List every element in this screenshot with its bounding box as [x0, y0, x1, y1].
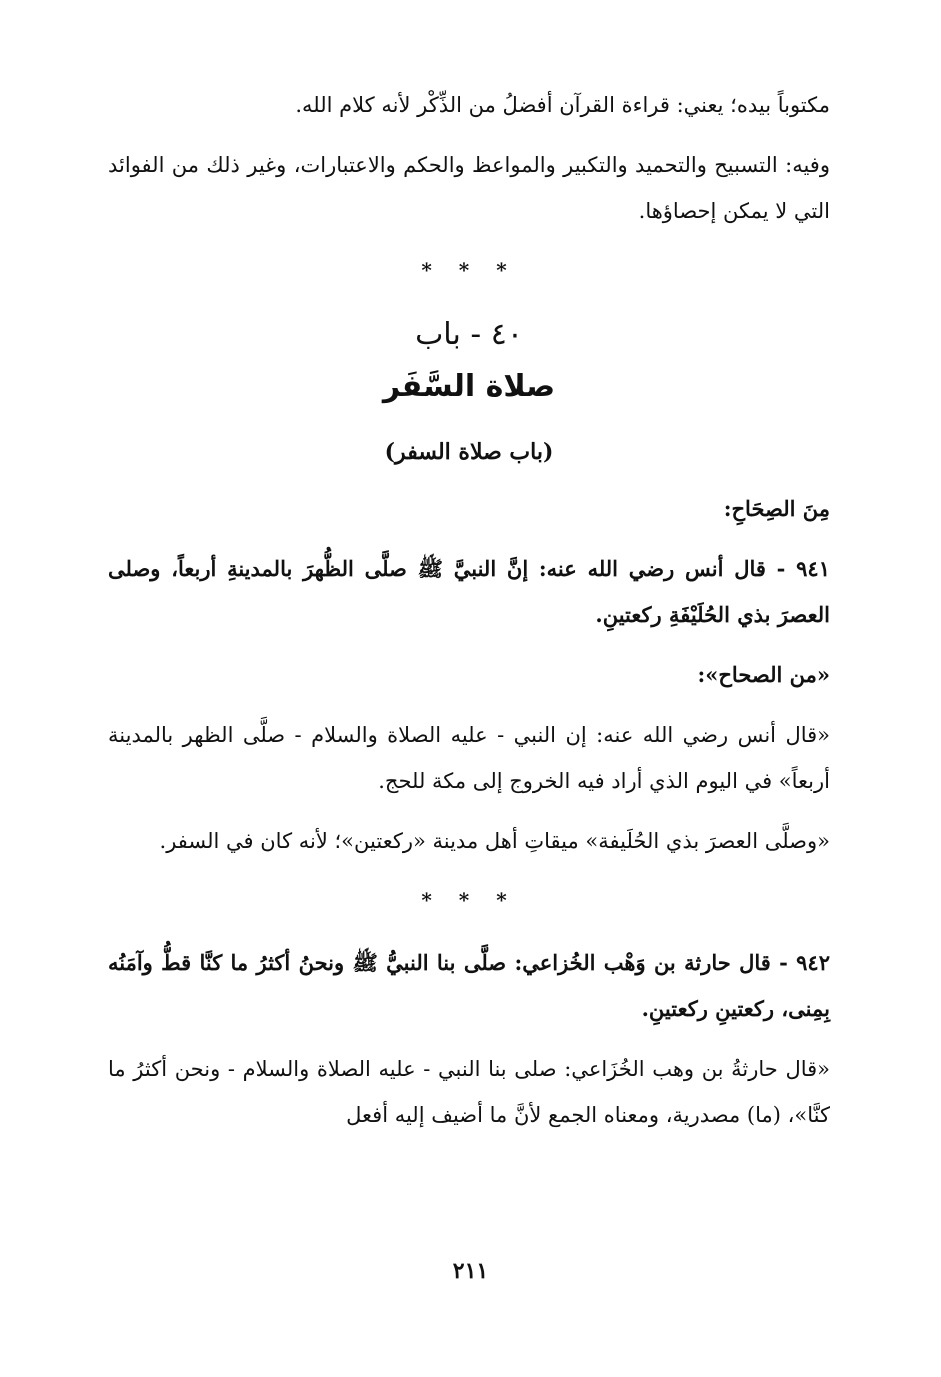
commentary-heading: «من الصحاح»: [697, 662, 830, 687]
intro-line: مكتوباً بيده؛ يعني: قراءة القرآن أفضلُ من الذِّكْر لأنه كلام الله. [295, 93, 830, 117]
intro-paragraph: وفيه: التسبيح والتحميد والتكبير والمواعظ والحكم والاعتبارات، وغير ذلك من الفوائد التي لا يمكن إحصاؤها. [108, 153, 830, 223]
commentary-941-paragraph-2: «وصلَّى العصرَ بذي الحُلَيفة» ميقاتِ أهل مدينة «ركعتين»؛ لأنه كان في السفر. [159, 829, 830, 853]
commentary-942: «قال حارثةُ بن وهب الخُزَاعي: صلى بنا النبي - عليه الصلاة والسلام - ونحن أكثرُ ما كنَّا»، (ما) مصدرية، ومعناه الجمع لأنَّ ما أضيف إليه أفعل [108, 1057, 830, 1127]
chapter-number: ٤٠ - باب [415, 317, 523, 352]
section-heading: مِنَ الصِحَاحِ: [723, 496, 830, 521]
hadith-941: ٩٤١ - قال أنس رضي الله عنه: إنَّ النبيَّ ﷺ صلَّى الظُّهرَ بالمدينةِ أربعاً، وصلى العصرَ بذي الحُلَيْفَةِ ركعتينِ. [108, 556, 830, 627]
commentary-941-paragraph-1: «قال أنس رضي الله عنه: إن النبي - عليه الصلاة والسلام - صلَّى الظهر بالمدينة أربعاً» في اليوم الذي أراد فيه الخروج إلى مكة للحج. [108, 723, 830, 793]
chapter-title: صلاة السَّفَر [382, 369, 556, 404]
hadith-942: ٩٤٢ - قال حارثة بن وَهْب الخُزاعي: صلَّى بنا النبيُّ ﷺ ونحنُ أكثرُ ما كنَّا قطُّ وآمَنُه بِمِنى، ركعتينِ ركعتينِ. [108, 950, 830, 1021]
separator-stars-2: * * * [421, 888, 517, 912]
page-number: ٢١١ [452, 1258, 489, 1284]
chapter-subtitle: (باب صلاة السفر) [384, 439, 554, 465]
page-content [108, 82, 830, 1152]
separator-stars: * * * [421, 258, 517, 282]
